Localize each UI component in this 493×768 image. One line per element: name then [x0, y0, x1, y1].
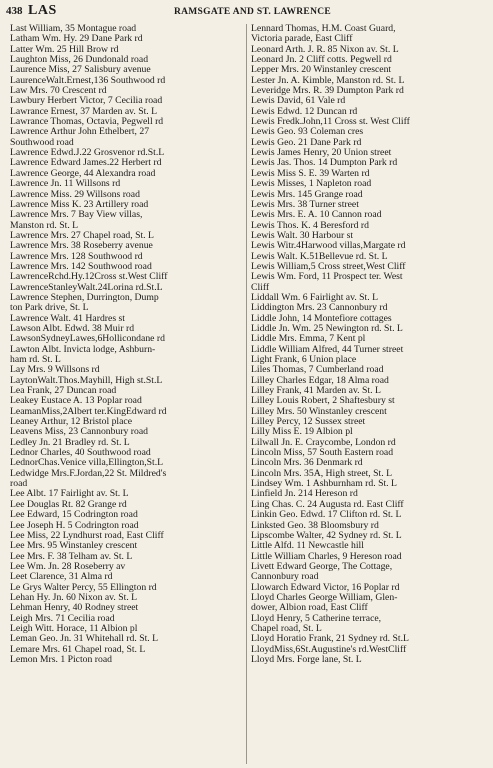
directory-entry: ham rd. St. L	[10, 355, 61, 365]
directory-entry: Lee Edward, 15 Codrington road	[10, 510, 138, 521]
directory-entry: Lipscombe Walter, 42 Sydney rd. St. L	[251, 530, 402, 541]
directory-entry: Linfield Jn. 214 Hereson rd	[251, 489, 358, 500]
directory-entry: Lawrence Miss. 29 Willsons road	[10, 189, 140, 200]
directory-entry: Lennard Thomas, H.M. Coast Guard,	[251, 24, 396, 34]
directory-entry: Lemon Mrs. 1 Picton road	[10, 654, 112, 665]
directory-entry: Lloyd Horatio Frank, 21 Sydney rd. St.L	[251, 634, 409, 645]
directory-entry: Leonard Jn. 2 Cliff cotts. Pegwell rd	[251, 55, 392, 66]
directory-entry: Lilwall Jn. E. Craycombe, London rd	[251, 437, 396, 448]
directory-entry: Linksted Geo. 38 Bloomsbury rd	[251, 520, 379, 531]
directory-entry: Cliff	[251, 282, 270, 293]
directory-entry: Lewis Edwd. 12 Duncan rd	[251, 106, 358, 117]
directory-entry: Lloyd Charles George William, Glen-	[251, 592, 398, 603]
directory-entry: Lawrence Edward James.22 Herbert rd	[10, 158, 162, 169]
directory-entry: LawsonSydneyLawes,6Hollicondane rd	[10, 334, 165, 345]
directory-entry: Lewis William,5 Cross street,West Cliff	[251, 261, 406, 272]
directory-entry: Lawrence Jn. 11 Willsons rd	[10, 179, 121, 190]
directory-entry: Lewis Walt. K.51Bellevue rd. St. L	[251, 251, 388, 262]
directory-entry: Le Grys Walter Percy, 55 Ellington rd	[10, 582, 157, 593]
directory-entry: Lehman Henry, 40 Rodney street	[10, 603, 139, 614]
directory-entry: Lawrence George, 44 Alexandra road	[10, 168, 156, 179]
directory-entry: Lemare Mrs. 61 Chapel road, St. L	[10, 644, 146, 655]
left-column	[10, 24, 244, 665]
directory-entry: Little Alfd. 11 Newcastle hill	[251, 541, 364, 552]
directory-entry: Lee Albt. 17 Fairlight av. St. L	[10, 489, 129, 500]
directory-entry: Liles Thomas, 7 Cumberland road	[251, 365, 384, 376]
directory-entry: Liddle Mrs. Emma, 7 Kent pl	[251, 334, 366, 345]
directory-entry: Lewis Mrs. 38 Turner street	[251, 199, 359, 210]
directory-entry: Little William Charles, 9 Hereson road	[251, 551, 402, 562]
directory-entry: Lilley Mrs. 50 Winstanley crescent	[251, 406, 387, 417]
directory-entry: Ling Chas. C. 24 Augusta rd. East Cliff	[251, 499, 404, 510]
directory-entry: Lawrence Mrs. 27 Chapel road, St. L	[10, 230, 154, 241]
directory-entry: Victoria parade, East Cliff	[251, 34, 353, 45]
directory-entry: Laurence Miss, 27 Salisbury avenue	[10, 65, 151, 76]
directory-entry: Livett Edward George, The Cottage,	[251, 561, 393, 572]
directory-entry: Lawrence Mrs. 142 Southwood road	[10, 261, 152, 272]
directory-entry: Lednor Charles, 40 Southwood road	[10, 448, 151, 459]
directory-entry: Lewis Jas. Thos. 14 Dumpton Park rd	[251, 158, 398, 169]
directory-entry: dower, Albion road, East Cliff	[251, 603, 368, 614]
directory-entry: Lay Mrs. 9 Willsons rd	[10, 365, 100, 376]
directory-entry: Linkin Geo. Edwd. 17 Clifton rd. St. L	[251, 510, 402, 521]
directory-entry: Leigh Mrs. 71 Cecilia road	[10, 613, 115, 624]
directory-entry: Lawrence Stephen, Durrington, Dump	[10, 292, 159, 303]
directory-entry: Lilley Frank, 41 Marden av. St. L	[251, 386, 381, 397]
directory-entry: Lewis Geo. 21 Dane Park rd	[251, 137, 362, 148]
directory-entry: Lewis Thos. K. 4 Beresford rd	[251, 220, 369, 231]
right-column	[251, 24, 485, 665]
directory-entry: Liddall Wm. 6 Fairlight av. St. L	[251, 292, 379, 303]
directory-entry: Lewis Wm. Ford, 11 Prospect ter. West	[251, 272, 403, 283]
directory-entry: Lester Jn. A. Kimble, Manston rd. St. L	[251, 75, 405, 86]
directory-entry: Law Mrs. 70 Crescent rd	[10, 86, 107, 97]
directory-entry: Lewis Mrs. E. A. 10 Cannon road	[251, 210, 382, 221]
directory-entry: Leigh Witt. Horace, 11 Albion pl	[10, 623, 138, 634]
directory-entry: Lawrence Mrs. 38 Roseberry avenue	[10, 241, 153, 252]
page-header	[6, 3, 487, 19]
directory-entry: Leet Clarence, 31 Alma rd	[10, 572, 113, 583]
directory-entry: Lewis David, 61 Vale rd	[251, 96, 346, 107]
directory-entry: Lee Joseph H. 5 Codrington road	[10, 520, 139, 531]
directory-entry: Lea Frank, 27 Duncan road	[10, 386, 117, 397]
directory-entry: Lewis Walt. 30 Harbour st	[251, 230, 354, 241]
directory-entry: ton Park drive, St. L	[10, 303, 89, 314]
directory-entry: Manston rd. St. L	[10, 220, 79, 231]
directory-entry: LawrenceStanleyWalt.24Lorina rd.St.L	[10, 282, 163, 293]
directory-entry: LaytonWalt.Thos.Mayhill, High st.St.L	[10, 375, 163, 386]
directory-entry: Lawrence Arthur John Ethelbert, 27	[10, 127, 150, 138]
directory-entry: Lewis Mrs. 145 Grange road	[251, 189, 363, 200]
directory-entry: Lee Wm. Jn. 28 Roseberry av	[10, 561, 126, 572]
directory-entry: Lee Mrs. F. 38 Telham av. St. L	[10, 551, 133, 562]
directory-entry: Latham Wm. Hy. 29 Dane Park rd	[10, 34, 143, 45]
directory-entry: Latter Wm. 25 Hill Brow rd	[10, 44, 119, 55]
directory-entry: Lepper Mrs. 20 Winstanley crescent	[251, 65, 392, 76]
directory-entry: Leonard Arth. J. R. 85 Nixon av. St. L	[251, 44, 399, 55]
directory-entry: Liddle William Alfred, 44 Turner street	[251, 344, 404, 355]
directory-entry: Lawrance Thomas, Octavia, Pegwell rd	[10, 117, 164, 128]
directory-entry: Southwood road	[10, 137, 74, 148]
directory-entry: Lawrence Mrs. 7 Bay View villas,	[10, 210, 143, 221]
directory-entry: Lincoln Mrs. 35A, High street, St. L	[251, 468, 392, 479]
directory-entry: LeamanMiss,2Albert ter.KingEdward rd	[10, 406, 167, 417]
directory-entry: Lloyd Henry, 5 Catherine terrace,	[251, 613, 382, 624]
directory-entry: Lincoln Mrs. 36 Denmark rd	[251, 458, 363, 469]
directory-entry: Lewis Fredk.John,11 Cross st. West Cliff	[251, 117, 410, 128]
directory-entry: Lee Mrs. 95 Winstanley crescent	[10, 541, 138, 552]
directory-entry: Lloyd Mrs. Forge lane, St. L	[251, 654, 362, 665]
directory-entry: Leakey Eustace A. 13 Poplar road	[10, 396, 142, 407]
directory-entry: Laughton Miss, 26 Dundonald road	[10, 55, 149, 66]
directory-entry: LaurenceWalt.Ernest,136 Southwood rd	[10, 75, 166, 86]
directory-entry: Leveridge Mrs. R. 39 Dumpton Park rd	[251, 86, 404, 97]
column-divider	[246, 24, 247, 764]
directory-entry: Lawbury Herbert Victor, 7 Cecilia road	[10, 96, 163, 107]
directory-entry: Lilly Miss E. 19 Albion pl	[251, 427, 353, 438]
directory-entry: Lawrence Edwd.J.22 Grosvenor rd.St.L	[10, 148, 165, 159]
directory-entry: Lawson Albt. Edwd. 38 Muir rd	[10, 323, 135, 334]
directory-entry: Light Frank, 6 Union place	[251, 355, 357, 365]
directory-entry: Lilley Percy, 12 Sussex street	[251, 417, 366, 428]
directory-entry: Lewis Miss S. E. 39 Warten rd	[251, 168, 370, 179]
directory-entry: Lilley Charles Edgar, 18 Alma road	[251, 375, 389, 386]
directory-entry: Lawrence Miss K. 23 Artillery road	[10, 199, 149, 210]
directory-entry: Liddington Mrs. 23 Cannonbury rd	[251, 303, 388, 314]
directory-entry: Leavens Miss, 23 Cannonbury road	[10, 427, 149, 438]
directory-entry: Lawrence Mrs. 128 Southwood rd	[10, 251, 143, 262]
section-key: LAS	[28, 3, 57, 18]
directory-entry: LloydMiss,6St.Augustine's rd.WestCliff	[251, 644, 407, 655]
directory-entry: Chapel road, St. L	[251, 623, 322, 634]
page-number: 438	[6, 5, 23, 17]
directory-entry: Lehan Hy. Jn. 60 Nixon av. St. L	[10, 592, 138, 603]
directory-entry: Last William, 35 Montague road	[10, 24, 137, 34]
directory-entry: Leaney Arthur, 12 Bristol place	[10, 417, 133, 428]
directory-entry: Liddle Jn. Wm. 25 Newington rd. St. L	[251, 323, 403, 334]
directory-entry: Lewis Geo. 93 Coleman cres	[251, 127, 364, 138]
directory-entry: Lee Douglas Rt. 82 Grange rd	[10, 499, 127, 510]
directory-entry: LednorChas.Venice villa,Ellington,St.L	[10, 458, 164, 469]
directory-entry: Lewis Witr.4Harwood villas,Margate rd	[251, 241, 406, 252]
directory-entry: Lewis Misses, 1 Napleton road	[251, 179, 372, 190]
directory-entry: Leman Geo. Jn. 31 Whitehall rd. St. L	[10, 634, 159, 645]
running-title: RAMSGATE AND ST. LAWRENCE	[173, 7, 332, 17]
directory-entry: Ledwidge Mrs.F.Jordan,22 St. Mildred's	[10, 468, 167, 479]
directory-entry: Lawrance Ernest, 37 Marden av. St. L	[10, 106, 158, 117]
directory-entry: Lawrence Walt. 41 Hardres st	[10, 313, 125, 324]
directory-entry: road	[10, 479, 28, 490]
directory-entry: Lindsey Wm. 1 Ashburnham rd. St. L	[251, 479, 397, 490]
directory-entry: Lawton Albt. Invicta lodge, Ashburn-	[10, 344, 156, 355]
directory-entry: Cannonbury road	[251, 572, 319, 583]
directory-entry: Lewis James Henry, 20 Union street	[251, 148, 392, 159]
directory-entry: Liddle John, 14 Montefiore cottages	[251, 313, 392, 324]
directory-entry: Lilley Louis Robert, 2 Shaftesbury st	[251, 396, 395, 407]
directory-entry: LawrenceRchd.Hy.12Cross st.West Cliff	[10, 272, 168, 283]
directory-entry: Llowarch Edward Victor, 16 Poplar rd	[251, 582, 400, 593]
directory-entry: Ledley Jn. 21 Bradley rd. St. L	[10, 437, 130, 448]
directory-entry: Lincoln Miss, 57 South Eastern road	[251, 448, 394, 459]
directory-entry: Lee Miss, 22 Lyndhurst road, East Cliff	[10, 530, 164, 541]
